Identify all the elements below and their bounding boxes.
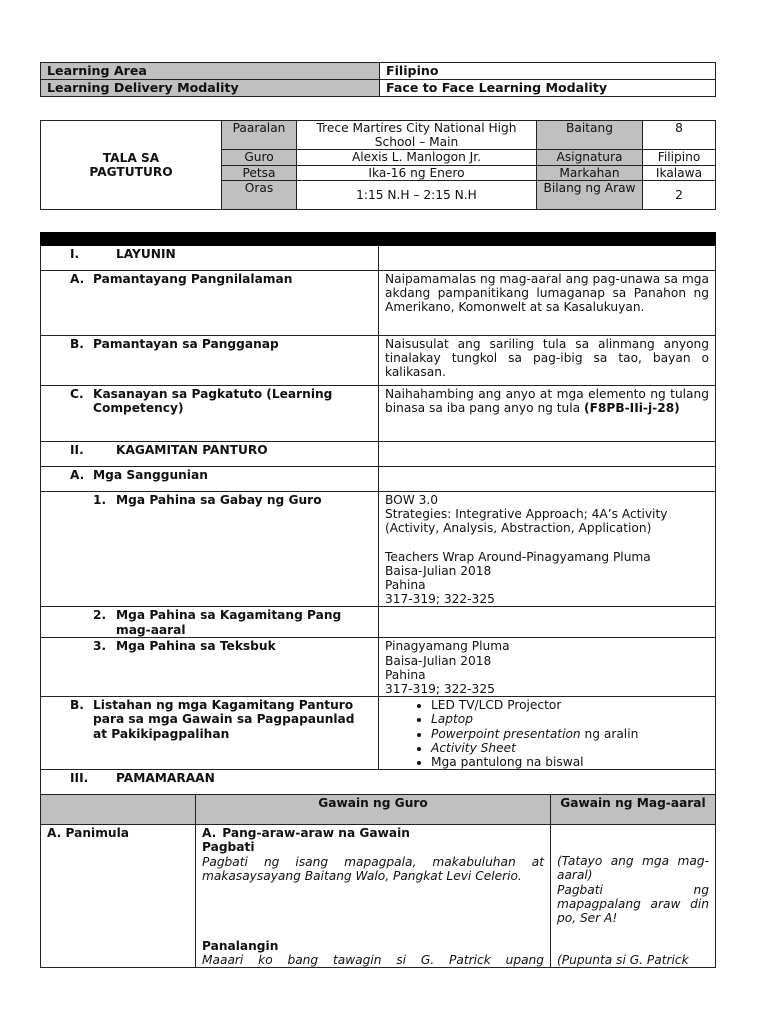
gabay-guro-value: BOW 3.0 Strategies: Integrative Approach; 4A’s Activity (Activity, Analysis, Abstraction, Application) Teachers Wrap Around-Pinagyamang Pluma Baisa-Julian 2018 Pahina 317-319; 322-325 — [379, 492, 716, 607]
markahan-label: Markahan — [537, 165, 643, 180]
kagamitan-heading: II. KAGAMITAN PANTURO — [41, 442, 379, 467]
pamantayang-pangnilalaman-label: A. Pamantayang Pangnilalaman — [41, 271, 379, 336]
modality-value: Face to Face Learning Modality — [380, 80, 716, 97]
kasanayan-label: C. Kasanayan sa Pagkatuto (Learning Competency) — [41, 386, 379, 442]
table-row — [41, 271, 716, 336]
oras-value: 1:15 N.H – 2:15 N.H — [297, 180, 537, 209]
kasanayan-value: Naihahambing ang anyo at mga elemento ng tulang binasa sa iba pang anyo ng tula (F8PB-IIi-j-28) — [379, 386, 716, 442]
asignatura-value: Filipino — [643, 150, 716, 165]
guro-value: Alexis L. Manlogon Jr. — [297, 150, 537, 165]
pamantayang-pangnilalaman-value: Naipamamalas ng mag-aaral ang pag-unawa sa mga akdang pampanitikang lumaganap sa Panahon ng Amerikano, Komonwelt at sa Kasalukuyan. — [379, 271, 716, 336]
guro-label: Guro — [222, 150, 297, 165]
table-row — [41, 121, 716, 150]
petsa-value: Ika-16 ng Enero — [297, 165, 537, 180]
teksbuk-label: 3. Mga Pahina sa Teksbuk — [41, 638, 379, 697]
sanggunian-heading: A. Mga Sanggunian — [41, 467, 379, 492]
list-item: • LED TV/LCD Projector — [431, 698, 709, 712]
kagamitang-pang-magaaral-label: 2. Mga Pahina sa Kagamitang Pang mag-aaral — [41, 607, 379, 638]
listahan-value — [379, 697, 716, 770]
petsa-label: Petsa — [222, 165, 297, 180]
pagbati-text: Pagbati ng isang mapagpala, makabuluhan at makasaysayang Baitang Walo, Pangkat Levi Celerio. — [202, 854, 544, 883]
gawain-guro-header: Gawain ng Guro — [196, 795, 551, 825]
lesson-plan-table — [40, 232, 716, 968]
competency-code: (F8PB-IIi-j-28) — [584, 401, 680, 416]
list-item: • Activity Sheet — [431, 741, 709, 755]
list-item: • Powerpoint presentation ng aralin — [431, 727, 709, 741]
modality-label: Learning Delivery Modality — [41, 80, 380, 97]
pamamaraan-heading: III. PAMAMARAAN — [41, 770, 716, 795]
table-row — [41, 492, 716, 607]
gawain-magaaral-cell: (Tatayo ang mga mag-aaral) Pagbati ng mapagpalang araw din po, Ser A! (Pupunta si G. Patrick — [551, 825, 716, 968]
table-row — [41, 246, 716, 271]
table-row — [41, 795, 716, 825]
info-table — [40, 120, 716, 210]
pang-araw-araw-heading: A. Pang-araw-araw na Gawain — [202, 826, 410, 841]
panalangin-text: Maaari ko bang tawagin si G. Patrick upang — [202, 953, 544, 968]
list-item: • Mga pantulong na biswal — [431, 755, 709, 769]
paaralan-value: Trece Martires City National High School – Main — [297, 121, 537, 150]
teksbuk-value: Pinagyamang Pluma Baisa-Julian 2018 Pahina 317-319; 322-325 — [379, 638, 716, 697]
table-row — [41, 638, 716, 697]
gawain-magaaral-header: Gawain ng Mag-aaral — [551, 795, 716, 825]
pamantayan-pangganap-label: B. Pamantayan sa Pangganap — [41, 336, 379, 386]
table-row — [41, 80, 716, 97]
table-row — [41, 63, 716, 80]
listahan-label: B. Listahan ng mga Kagamitang Panturo para sa mga Gawain sa Pagpapaunlad at Pakikipagpalihan — [41, 697, 379, 770]
bilang-label: Bilang ng Araw — [537, 180, 643, 209]
list-item: • Laptop — [431, 712, 709, 726]
table-row — [41, 442, 716, 467]
learning-area-label: Learning Area — [41, 63, 380, 80]
bilang-value: 2 — [643, 180, 716, 209]
pamantayan-pangganap-value: Naisusulat ang sariling tula sa alinmang anyong tinalakay tungkol sa pag-ibig sa tao, bayan o kalikasan. — [379, 336, 716, 386]
table-row — [41, 825, 716, 968]
markahan-value: Ikalawa — [643, 165, 716, 180]
materials-list — [385, 698, 709, 769]
tala-title: TALA SA PAGTUTURO — [41, 121, 222, 210]
table-row — [41, 607, 716, 638]
gabay-guro-label: 1. Mga Pahina sa Gabay ng Guro — [41, 492, 379, 607]
panimula-label: A. Panimula — [41, 825, 196, 968]
paaralan-label: Paaralan — [222, 121, 297, 150]
pagbati-label: Pagbati — [202, 840, 255, 855]
table-row — [41, 386, 716, 442]
asignatura-label: Asignatura — [537, 150, 643, 165]
learning-area-value: Filipino — [380, 63, 716, 80]
layunin-heading: I. LAYUNIN — [41, 246, 379, 271]
oras-label: Oras — [222, 180, 297, 209]
baitang-label: Baitang — [537, 121, 643, 150]
baitang-value: 8 — [643, 121, 716, 150]
header-table — [40, 62, 716, 97]
table-row — [41, 770, 716, 795]
table-row — [41, 697, 716, 770]
table-row — [41, 467, 716, 492]
panalangin-label: Panalangin — [202, 939, 279, 954]
table-row — [41, 336, 716, 386]
gawain-guro-cell — [196, 825, 551, 968]
black-header-bar — [41, 233, 716, 246]
